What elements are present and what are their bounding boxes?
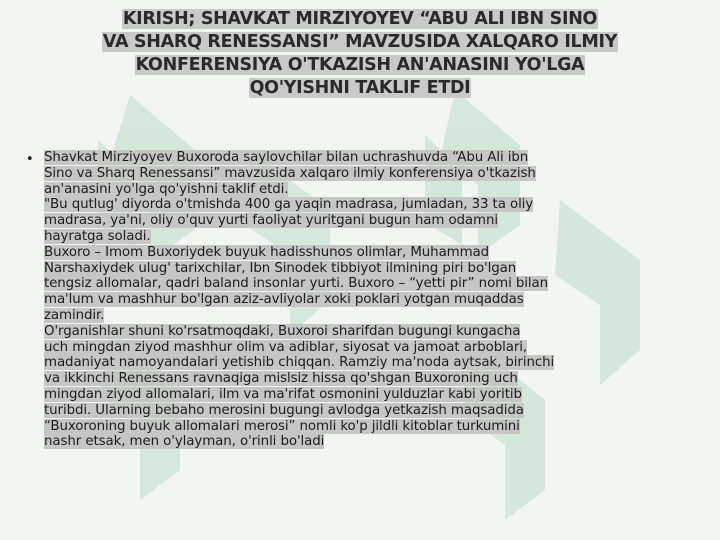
body-line: uch mingdan ziyod mashhur olim va adiblar, siyosat va jamoat arboblari, (44, 339, 528, 355)
title-line: KONFERENSIYA O'TKAZISH AN'ANASINI YO'LGA (135, 55, 585, 75)
body-line: tengsiz allomalar, qadri baland insonlar yurti. Buxoro – “yetti pir” nomi bilan (44, 276, 549, 292)
body-line: "Bu qutlug' diyorda o'tmishda 400 ga yaqin madrasa, jumladan, 33 ta oliy (44, 197, 534, 213)
body-line: Buxoro – Imom Buxoriydek buyuk hadisshunos olimlar, Muhammad (44, 244, 490, 260)
body-line: O'rganishlar shuni ko'rsatmoqdaki, Buxoroi sharifdan bugungi kungacha (44, 323, 521, 339)
title-line: KIRISH; SHAVKAT MIRZIYOYEV “ABU ALI IBN SINO (122, 9, 598, 29)
slide-body (44, 150, 686, 450)
body-line: Sino va Sharq Renessansi” mavzusida xalqaro ilmiy konferensiya o'tkazish (44, 165, 536, 181)
body-line: ma'lum va mashhur bo'lgan aziz-avliyolar xoki poklari yotgan muqaddas (44, 292, 524, 308)
body-line: an'anasini yo'lga qo'yishni taklif etdi. (44, 181, 289, 197)
body-line: madaniyat namoyandalari yetishib chiqqan. Ramziy ma'noda aytsak, birinchi (44, 355, 555, 371)
body-line: mingdan ziyod allomalari, ilm va ma'rifat osmonini yulduzlar kabi yoritib (44, 386, 522, 402)
title-line: VA SHARQ RENESSANSI” MAVZUSIDA XALQARO ILMIY (102, 32, 618, 52)
body-line: turibdi. Ularning bebaho merosini bugungi avlodga yetkazish maqsadida (44, 402, 524, 418)
body-line: zamindir. (44, 307, 105, 323)
body-line: nashr etsak, men o'ylayman, o'rinli bo'ladi (44, 434, 325, 450)
body-line: madrasa, ya'ni, oliy o'quv yurti faoliyat yuritgani bugun ham odamni (44, 213, 498, 229)
body-line: “Buxoroning buyuk allomalari merosi” nomli ko'p jildli kitoblar turkumini (44, 418, 520, 434)
body-line: Narshaxiydek ulug' tarixchilar, Ibn Sinodek tibbiyot ilmining piri bo'lgan (44, 260, 517, 276)
slide-title (40, 8, 680, 100)
title-line: QO'YISHNI TAKLIF ETDI (249, 78, 471, 98)
body-line: hayratga soladi. (44, 228, 151, 244)
body-line: va ikkinchi Renessans ravnaqiga mislsiz hissa qo'shgan Buxoroning uch (44, 371, 518, 387)
body-line: Shavkat Mirziyoyev Buxoroda saylovchilar bilan uchrashuvda “Abu Ali ibn (44, 150, 529, 165)
bullet-marker: • (26, 152, 34, 167)
